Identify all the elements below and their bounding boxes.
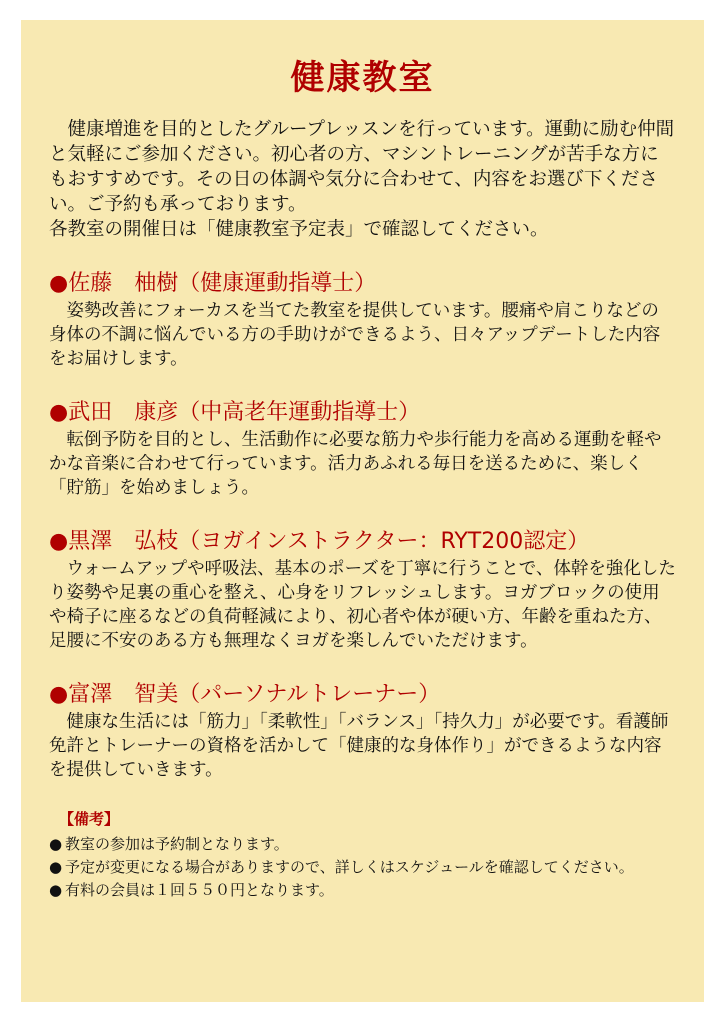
instructor-description: 姿勢改善にフォーカスを当てた教室を提供しています。腰痛や肩こりなどの身体の不調に悩んでいる方の手助けができるよう、日々アップデートした内容をお届けします。	[49, 301, 661, 369]
instructor-section	[49, 266, 676, 371]
instructor-heading	[49, 677, 676, 708]
instructor-name: 黒澤 弘枝（ヨガインストラクター：RYT200認定）	[68, 529, 590, 554]
bullet-icon: ●	[49, 529, 69, 554]
bullet-icon: ●	[49, 881, 63, 899]
page-title: 健康教室	[290, 58, 435, 98]
instructor-name: 佐藤 柚樹（健康運動指導士）	[68, 271, 377, 296]
notes-section	[49, 808, 676, 900]
instructor-section	[49, 395, 676, 500]
instructor-heading	[49, 395, 676, 426]
instructor-section	[49, 677, 676, 782]
note-item: ● 有料の会員は１回５５０円となります。	[49, 881, 334, 899]
bullet-icon: ●	[49, 271, 69, 296]
note-item: ● 教室の参加は予約制となります。	[49, 835, 289, 853]
instructor-section	[49, 524, 676, 653]
bullet-icon: ●	[49, 682, 69, 707]
bullet-icon: ●	[49, 858, 63, 876]
intro	[49, 117, 676, 242]
instructor-heading	[49, 524, 676, 555]
instructor-heading	[49, 266, 676, 297]
instructor-name: 富澤 智美（パーソナルトレーナー）	[68, 682, 441, 707]
bullet-icon: ●	[49, 400, 69, 425]
instructor-description: 健康な生活には「筋力」「柔軟性」「バランス」「持久力」が必要です。看護師免許とトレーナーの資格を活かして「健康的な身体作り」ができるような内容を提供していきます。	[49, 712, 669, 780]
intro-paragraph: 健康増進を目的としたグループレッスンを行っています。運動に励む仲間と気軽にご参加ください。初心者の方、マシントレーニングが苦手な方にもおすすめです。その日の体調や気分に合わせて、内容をお選び下ください。ご予約も承っております。	[49, 119, 675, 215]
notes-title: 【備考】	[59, 810, 120, 828]
instructor-name: 武田 康彦（中高老年運動指導士）	[68, 400, 421, 425]
notes-list	[49, 835, 676, 900]
instructor-description: 転倒予防を目的とし、生活動作に必要な筋力や歩行能力を高める運動を軽やかな音楽に合わせて行っています。活力あふれる毎日を送るために、楽しく「貯筋」を始めましょう。	[49, 430, 662, 498]
bullet-icon: ●	[49, 835, 63, 853]
flyer-sheet	[21, 20, 704, 1002]
intro-paragraph-schedule: 各教室の開催日は「健康教室予定表」で確認してください。	[49, 219, 549, 240]
instructor-description: ウォームアップや呼吸法、基本のポーズを丁寧に行うことで、体幹を強化したり姿勢や足裏の重心を整え、心身をリフレッシュします。ヨガブロックの使用や椅子に座るなどの負荷軽減により、初心者や体が硬い方、年齢を重ねた方、足腰に不安のある方も無理なくヨガを楽しんでいただけます。	[49, 559, 676, 651]
note-item: ● 予定が変更になる場合がありますので、詳しくはスケジュールを確認してください。	[49, 858, 634, 876]
